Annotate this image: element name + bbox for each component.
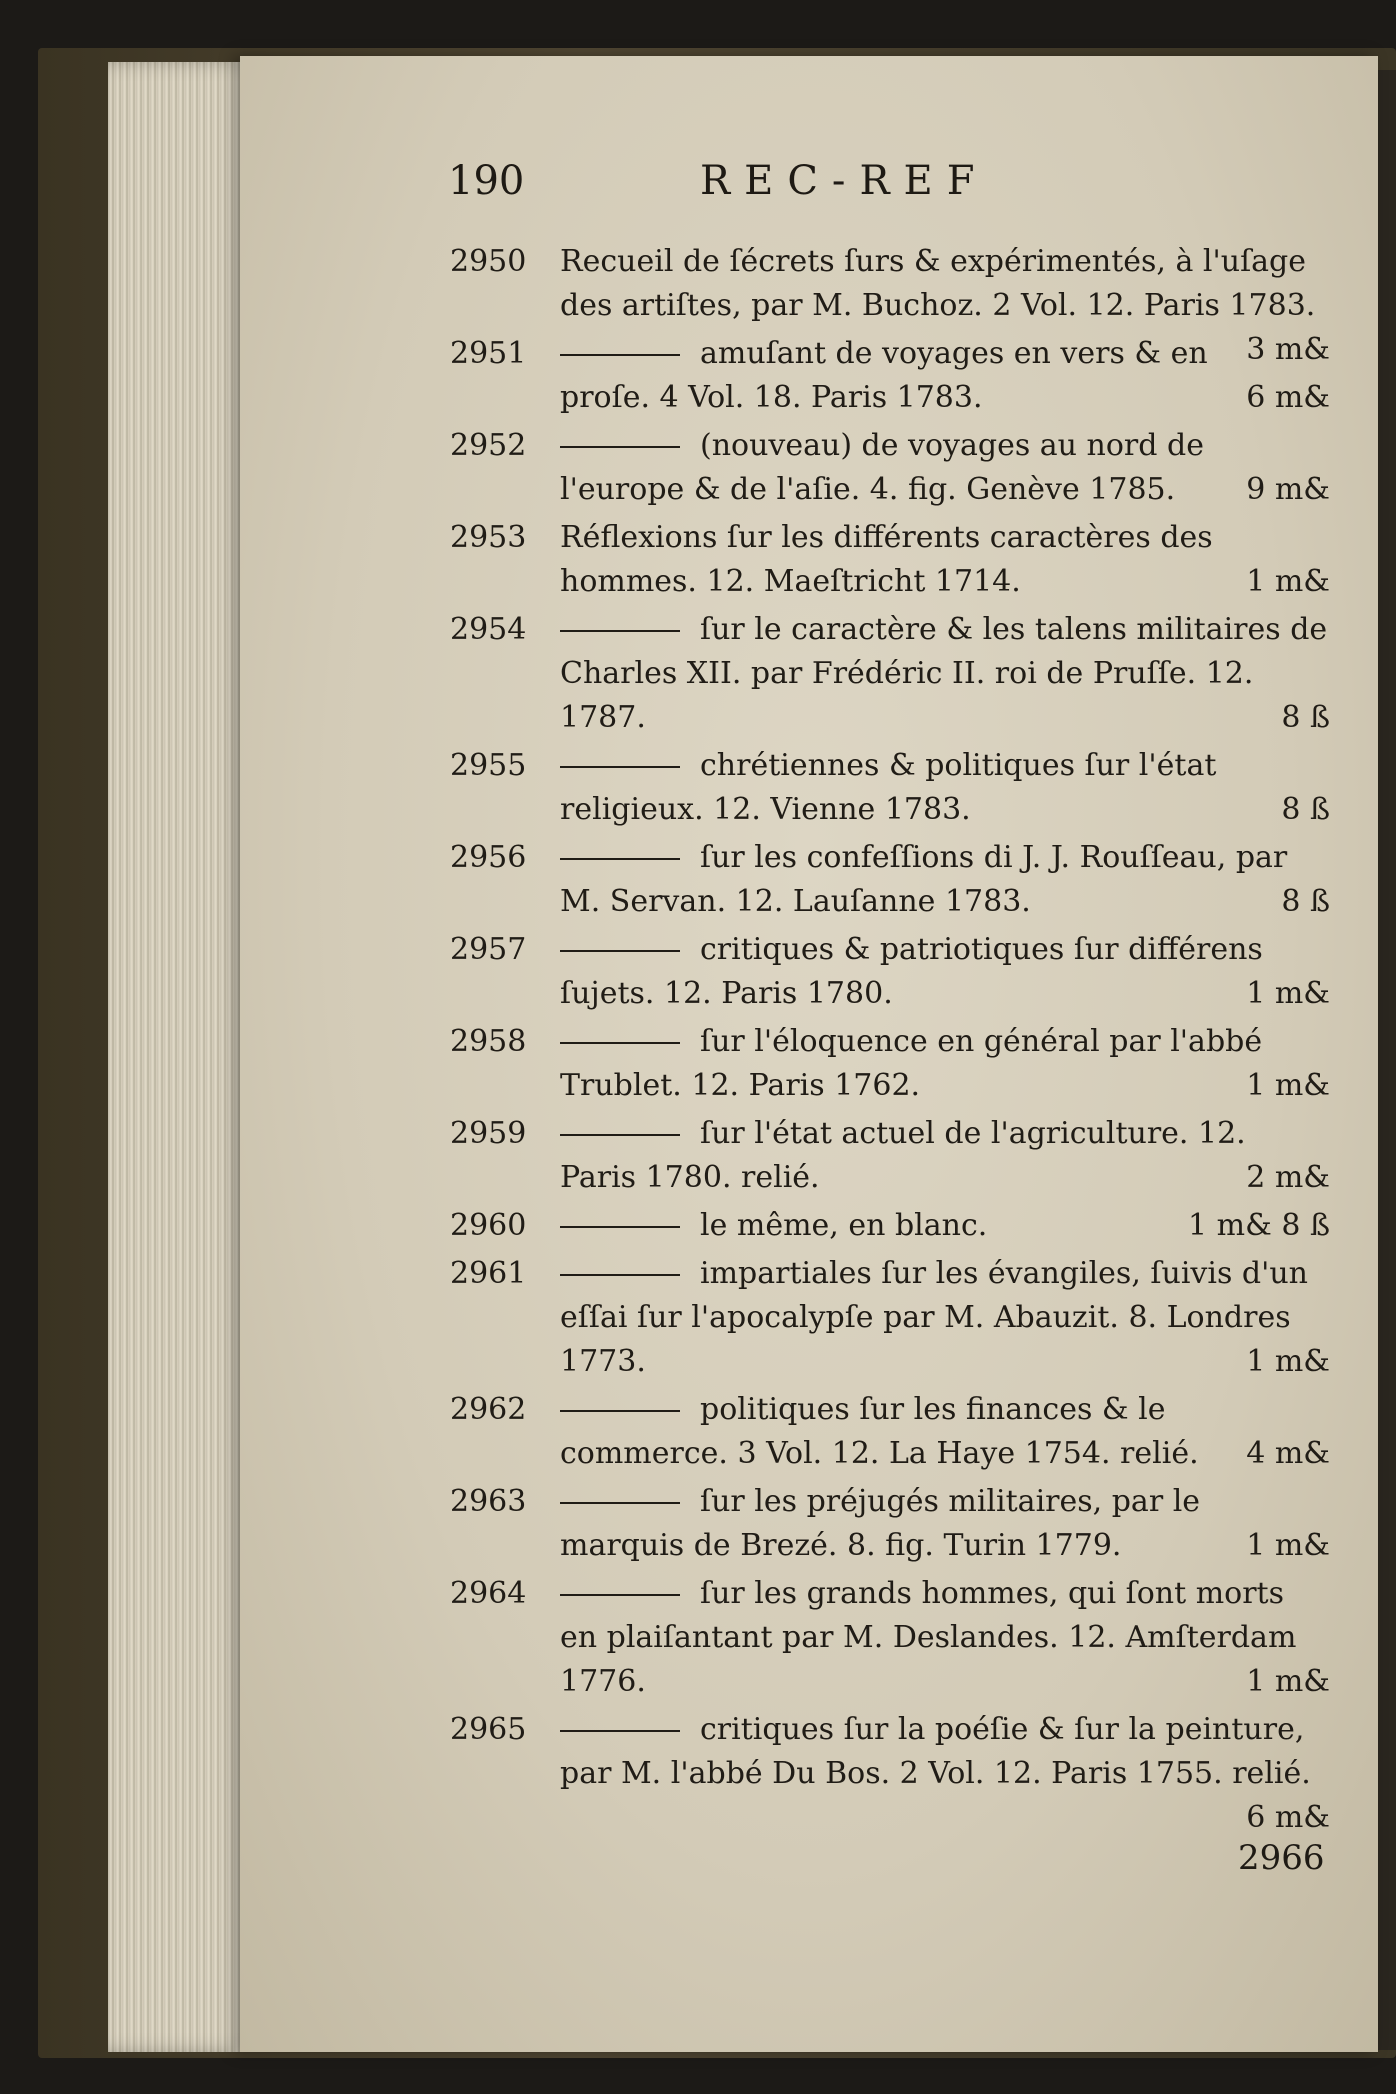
entry-body — [560, 1252, 1330, 1384]
entry-price: 8 ß — [1281, 884, 1330, 919]
entry-text: ſur l'éloquence en général par l'abbé Trublet. 12. Paris 1762. — [560, 1024, 1263, 1103]
catalogue-entry — [450, 1480, 1330, 1568]
catalogue-entry — [450, 744, 1330, 832]
entry-body — [560, 1020, 1330, 1108]
entry-price: 1 m& — [1246, 1344, 1330, 1379]
entry-number: 2953 — [450, 520, 527, 555]
catalogue-entry — [450, 1020, 1330, 1108]
entry-price: 8 ß — [1281, 700, 1330, 735]
entry-price: 9 m& — [1246, 472, 1330, 507]
catalogue-entry — [450, 1252, 1330, 1384]
entry-text: ſur les préjugés militaires, par le marquis de Brezé. 8. fig. Turin 1779. — [560, 1484, 1201, 1563]
entry-price: 1 m& — [1246, 1528, 1330, 1563]
catalogue-entry — [450, 516, 1330, 604]
entry-number: 2962 — [450, 1392, 527, 1427]
entry-body — [560, 1480, 1330, 1568]
entry-number: 2951 — [450, 336, 527, 371]
catalogue-entry — [450, 608, 1330, 740]
entry-text: (nouveau) de voyages au nord de l'europe & de l'aſie. 4. fig. Genève 1785. — [560, 428, 1204, 507]
entry-body — [560, 240, 1330, 367]
entry-number: 2957 — [450, 932, 527, 967]
ditto-dash — [560, 1594, 680, 1596]
catalogue-entry — [450, 836, 1330, 924]
entry-number: 2952 — [450, 428, 527, 463]
entry-price: 3 m& — [1246, 332, 1330, 367]
ditto-dash — [560, 1410, 680, 1412]
running-title: REC-REF — [700, 158, 989, 204]
entry-text: critiques & patriotiques ſur différens ſujets. 12. Paris 1780. — [560, 932, 1263, 1011]
entry-text: Recueil de ſécrets ſurs & expérimentés, à l'uſage des artiſtes, par M. Buchoz. 2 Vol. 12. Paris 1783. — [560, 244, 1316, 323]
facing-page-edge — [1378, 70, 1396, 2050]
entry-number: 2965 — [450, 1712, 527, 1747]
ditto-dash — [560, 1502, 680, 1504]
entry-text: critiques ſur la poéſie & ſur la peinture, par M. l'abbé Du Bos. 2 Vol. 12. Paris 1755. relié. — [560, 1712, 1311, 1791]
ditto-dash — [560, 766, 680, 768]
entry-body — [560, 836, 1330, 924]
ditto-dash — [560, 1226, 680, 1228]
entry-text: ſur les confeſſions di J. J. Rouſſeau, par M. Servan. 12. Lauſanne 1783. — [560, 840, 1288, 919]
entry-body — [560, 1708, 1330, 1835]
catalogue-entry — [450, 1708, 1330, 1835]
entry-price: 6 m& — [1246, 380, 1330, 415]
catalogue-entry — [450, 1572, 1330, 1704]
entry-price: 1 m& — [1246, 1664, 1330, 1699]
ditto-dash — [560, 1042, 680, 1044]
entry-body — [560, 332, 1330, 420]
entry-text: Réflexions ſur les différents caractères des hommes. 12. Maeſtricht 1714. — [560, 520, 1213, 599]
entry-price: 1 m& — [1246, 1068, 1330, 1103]
entry-body — [560, 928, 1330, 1016]
entry-text: ſur les grands hommes, qui ſont morts en plaiſantant par M. Deslandes. 12. Amſterdam 1776. — [560, 1576, 1297, 1699]
entry-number: 2954 — [450, 612, 527, 647]
entry-price: 1 m& 8 ß — [1188, 1208, 1330, 1243]
entry-price: 6 m& — [1246, 1800, 1330, 1835]
catalogue-entry — [450, 1204, 1330, 1248]
entry-number: 2956 — [450, 840, 527, 875]
entry-number: 2961 — [450, 1256, 527, 1291]
entry-price: 1 m& — [1246, 564, 1330, 599]
catchword: 2966 — [1238, 1838, 1325, 1878]
ditto-dash — [560, 1134, 680, 1136]
entry-number: 2955 — [450, 748, 527, 783]
catalogue-entry — [450, 424, 1330, 512]
entry-price: 1 m& — [1246, 976, 1330, 1011]
ditto-dash — [560, 446, 680, 448]
catalogue-entry — [450, 1112, 1330, 1200]
ditto-dash — [560, 1730, 680, 1732]
catalogue-entry — [450, 1388, 1330, 1476]
entry-number: 2959 — [450, 1116, 527, 1151]
ditto-dash — [560, 630, 680, 632]
entry-text: ſur l'état actuel de l'agriculture. 12. Paris 1780. relié. — [560, 1116, 1246, 1195]
entry-price: 2 m& — [1246, 1160, 1330, 1195]
entry-body — [560, 1572, 1330, 1704]
entry-text: politiques ſur les finances & le commerce. 3 Vol. 12. La Haye 1754. relié. — [560, 1392, 1199, 1471]
entry-text: chrétiennes & politiques ſur l'état religieux. 12. Vienne 1783. — [560, 748, 1217, 827]
entry-number: 2963 — [450, 1484, 527, 1519]
entry-number: 2964 — [450, 1576, 527, 1611]
entry-text: amuſant de voyages en vers & en proſe. 4 Vol. 18. Paris 1783. — [560, 336, 1208, 415]
entry-body — [560, 744, 1330, 832]
entry-number: 2958 — [450, 1024, 527, 1059]
entry-text: impartiales ſur les évangiles, ſuivis d'un eſſai ſur l'apocalypſe par M. Abauzit. 8. Londres 1773. — [560, 1256, 1308, 1379]
entry-text: ſur le caractère & les talens militaires de Charles XII. par Frédéric II. roi de Pruſſe. 12. 1787. — [560, 612, 1328, 735]
entry-body — [560, 608, 1330, 740]
catalogue-entry — [450, 928, 1330, 1016]
catalogue-entry — [450, 332, 1330, 420]
page-number: 190 — [448, 158, 525, 204]
entry-body — [560, 1388, 1330, 1476]
entry-body — [560, 1204, 1330, 1248]
ditto-dash — [560, 858, 680, 860]
entry-body — [560, 516, 1330, 604]
ditto-dash — [560, 354, 680, 356]
entry-price: 4 m& — [1246, 1436, 1330, 1471]
entry-price: 8 ß — [1281, 792, 1330, 827]
entry-body — [560, 424, 1330, 512]
ditto-dash — [560, 950, 680, 952]
entry-body — [560, 1112, 1330, 1200]
entry-number: 2950 — [450, 244, 527, 279]
ditto-dash — [560, 1274, 680, 1276]
catalogue-entries — [450, 240, 1330, 1840]
entry-number: 2960 — [450, 1208, 527, 1243]
entry-text: le même, en blanc. — [700, 1208, 988, 1243]
